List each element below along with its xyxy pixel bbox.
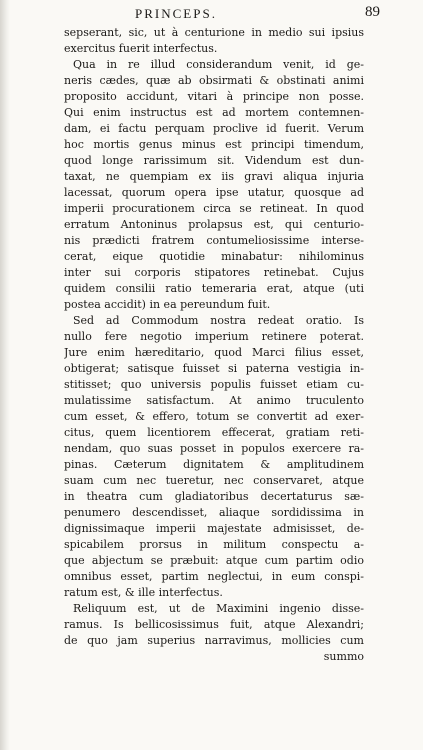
text-line: nullo fere negotio imperium retinere poterat. (64, 330, 364, 343)
text-line: stitisset; quo universis populis fuisset etiam cu- (64, 378, 364, 391)
text-line: postea accidit) in ea pereundum fuit. (64, 298, 271, 311)
text-line: cum esset, & effero, totum se convertit ad exer- (64, 410, 364, 423)
text-line: neris cædes, quæ ab obsirmati & obstinati animi (64, 74, 364, 87)
text-line: omnibus esset, partim neglectui, in eum conspi- (64, 570, 364, 583)
text-line: proposito accidunt, vitari à principe non posse. (64, 90, 364, 103)
text-line: dignissimaque imperii majestate admisisset, de- (64, 522, 364, 535)
page-number: 89 (365, 4, 380, 20)
text-line: cerat, eique quotidie minabatur: nihilominus (64, 250, 364, 263)
text-line: citus, quem licentiorem effecerat, gratiam reti- (64, 426, 364, 439)
text-line: nendam, quo suas posset in populos exercere ra- (64, 442, 364, 455)
text-line: in theatra cum gladiatoribus decertaturus sæ- (64, 490, 364, 503)
text-line: mulatissime satisfactum. At animo truculento (64, 394, 364, 407)
text-line: Qui enim instructus est ad mortem contemnen- (64, 106, 364, 119)
text-line: pinas. Cæterum dignitatem & amplitudinem (64, 458, 364, 471)
running-head: PRINCEPS. (135, 6, 217, 21)
text-line: exercitus fuerit interfectus. (64, 42, 218, 55)
paragraph-start-line: Sed ad Commodum nostra redeat oratio. Is (73, 314, 364, 327)
text-line: quod longe rarissimum sit. Videndum est dun- (64, 154, 364, 167)
text-line: Jure enim hæreditario, quod Marci filius esset, (64, 346, 364, 359)
text-line: suam cum nec tueretur, nec conservaret, atque (64, 474, 364, 487)
text-line: nis prædicti fratrem contumeliosissime interse- (64, 234, 364, 247)
text-line: sepserant, sic, ut à centurione in medio sui ipsius (64, 26, 364, 39)
body-text (64, 25, 364, 665)
text-line: dam, ei factu perquam proclive id fuerit. Verum (64, 122, 364, 135)
gutter-shadow (0, 0, 10, 750)
text-line: inter sui corporis stipatores retinebat. Cujus (64, 266, 364, 279)
text-line: quidem consilii ratio temeraria erat, atque (uti (64, 282, 364, 295)
text-line: lacessat, quorum opera ipse utatur, quosque ad (64, 186, 364, 199)
text-line: ramus. Is bellicosissimus fuit, atque Alexandri; (64, 618, 364, 631)
paragraph-start-line: Reliquum est, ut de Maximini ingenio disse- (73, 602, 364, 615)
text-line: hoc mortis genus minus est principi timendum, (64, 138, 364, 151)
catchword: summo (323, 650, 364, 663)
text-line: spicabilem prorsus in militum conspectu a- (64, 538, 364, 551)
text-line: penumero descendisset, aliaque sordidissima in (64, 506, 364, 519)
text-line: obtigerat; satisque fuisset si paterna vestigia in- (64, 362, 364, 375)
text-line: de quo jam superius narravimus, mollicies cum (64, 634, 364, 647)
text-line: imperii procurationem circa se retineat. In quod (64, 202, 364, 215)
text-line: erratum Antoninus prolapsus est, qui centurio- (64, 218, 364, 231)
text-line: que abjectum se præbuit: atque cum partim odio (64, 554, 364, 567)
paragraph-start-line: Qua in re illud considerandum venit, id ge- (73, 58, 364, 71)
text-line: taxat, ne quempiam ex iis gravi aliqua injuria (64, 170, 364, 183)
text-line: ratum est, & ille interfectus. (64, 586, 223, 599)
